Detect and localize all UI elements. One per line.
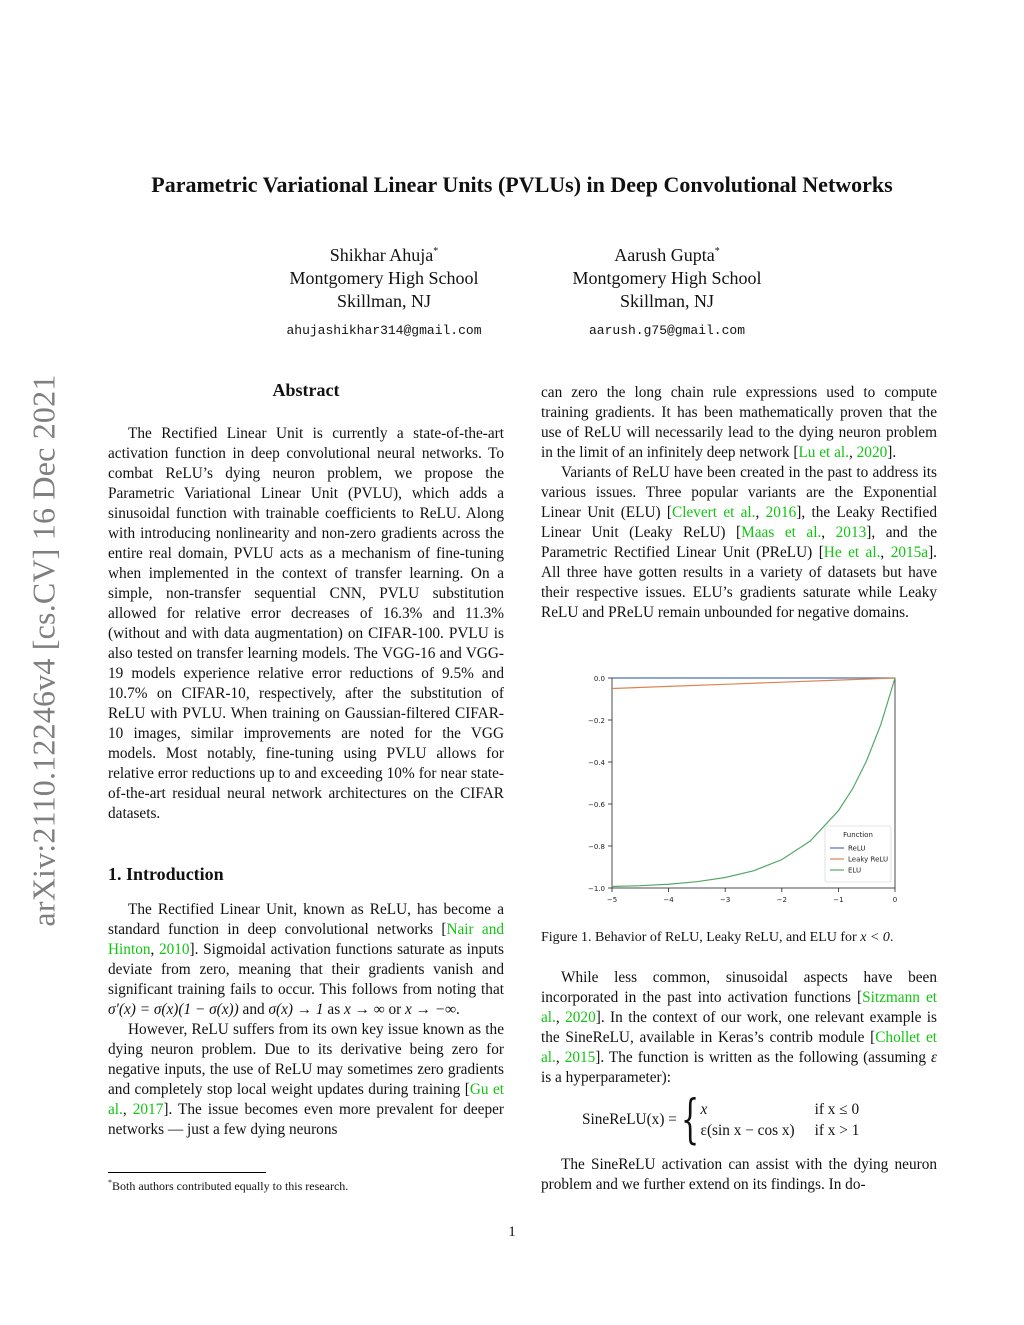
equation-lhs: SineReLU(x) = (582, 1111, 677, 1128)
x-tick-label: −1 (833, 896, 844, 904)
arxiv-identifier: arXiv:2110.12246v4 [cs.CV] 16 Dec 2021 (25, 374, 62, 927)
author-email: ahujashikhar314@gmail.com (286, 323, 482, 338)
author-block-1 (244, 240, 524, 342)
intro-heading: 1. Introduction (108, 864, 224, 884)
legend-title: Function (843, 831, 873, 839)
paper-title: Parametric Variational Linear Units (PVLUs) in Deep Convolutional Networks (151, 172, 893, 197)
abstract-heading: Abstract (272, 380, 340, 400)
abstract-body (108, 424, 504, 824)
x-tick-label: −4 (663, 896, 674, 904)
citation-link[interactable]: Sitzmann et al. (541, 989, 937, 1026)
paragraph-sinusoidal (541, 968, 937, 1088)
x-tick-label: −3 (720, 896, 731, 904)
author-location: Skillman, NJ (619, 291, 714, 311)
abstract-text: The Rectified Linear Unit is currently a state-of-the-art activation function in deep convolutional neural networks. To combat ReLU’s dying neuron problem, we propose the Parametric Variational Linear Unit (PVLU), which adds a sinusoidal function with trainable coefficients to ReLU. Along with introducing nonlinearity and non-zero gradients across the entire real domain, PVLU acts as a mechanism of fine-tuning when implemented in the context of transfer learning. On a simple, non-transfer sequential CNN, PVLU substitution allowed for relative error decreases of 16.3% and 11.3% (without and with data augmentation) on CIFAR-100. PVLU is also tested on transfer learning models. The VGG-16 and VGG-19 models experience relative error reductions of 9.5% and 10.7% on CIFAR-10, respectively, after the substitution of ReLU with PVLU. When training on Gaussian-filtered CIFAR-10 images, similar improvements are noted for the VGG models. Most notably, fine-tuning using PVLU allows for relative error reductions up to and exceeding 10% for near state-of-the-art residual neural network architectures on the CIFAR datasets. (108, 425, 504, 822)
case-2-expression: ε(sin x − cos x) (700, 1122, 795, 1139)
intro-paragraph-2: However, ReLU suffers from its own key issue known as the dying neuron problem. Due to its derivative being zero for negative inputs, the use of ReLU may sometimes zero gradients and completely stop local weight updates during training [Gu et al., 2017]. The issue becomes even more prevalent for deeper networks — just a few dying neurons (108, 1021, 505, 1138)
citation-year-link[interactable]: 2013 (835, 524, 867, 541)
author-email: aarush.g75@gmail.com (588, 323, 746, 338)
citation-year-link[interactable]: 2015a (890, 544, 929, 561)
citation-link[interactable]: Lu et al. (798, 444, 849, 461)
author-school: Montgomery High School (289, 268, 479, 288)
x-tick-label: −5 (606, 896, 618, 904)
citation-year-link[interactable]: 2016 (765, 504, 797, 521)
equation-cases (701, 1099, 860, 1141)
right-column-top (541, 383, 937, 623)
intro-body (108, 900, 504, 1140)
y-tick-label: −0.4 (588, 759, 605, 767)
paragraph-sinerelu (541, 1155, 937, 1195)
citation-link[interactable]: Chollet et al. (541, 1029, 937, 1066)
citation-link[interactable]: He et al. (823, 544, 881, 561)
paragraph-sinusoidal-text: While less common, sinusoidal aspects have been incorporated in the past into activation functions [Sitzmann et al., 2020]. In the context of our work, one relevant example is the SineReLU, available in Keras’s contrib module [Chollet et al., 2015]. The function is written as the following (assuming ε is a hyperparameter): (541, 969, 938, 1086)
case-1-condition: if x ≤ 0 (814, 1101, 860, 1118)
sinerelu-equation (582, 1090, 860, 1150)
citation-link[interactable]: Maas et al. (741, 524, 822, 541)
y-tick-label: −1.0 (588, 885, 605, 893)
series-line-leaky-relu (612, 678, 895, 689)
citation-year-link[interactable]: 2017 (132, 1101, 164, 1118)
case-2-condition: if x > 1 (814, 1122, 860, 1139)
page-number: 1 (508, 1224, 516, 1240)
x-tick-label: 0 (892, 896, 898, 904)
author-block-2 (527, 240, 807, 342)
case-1-expression: x (700, 1101, 708, 1118)
legend-label: ReLU (848, 844, 866, 853)
legend-label: Leaky ReLU (848, 855, 889, 864)
citation-year-link[interactable]: 2010 (158, 941, 190, 958)
footnote-rule (108, 1172, 266, 1173)
paragraph-variants: Variants of ReLU have been created in the past to address its various issues. Three popular variants are the Exponential Linear Unit (ELU) [Clevert et al., 2016], the Leaky Rectified Linear Unit (Leaky ReLU) [Maas et al., 2013], and the Parametric Rectified Linear Unit (PReLU) [He et al., 2015a]. All three have gotten results in a variety of datasets but have their respective issues. ELU’s gradients saturate while Leaky ReLU and PReLU remain unbounded for negative domains. (541, 464, 938, 621)
figure-1-chart (570, 670, 910, 915)
legend-label: ELU (848, 866, 862, 875)
citation-link[interactable]: Nair and Hinton (108, 921, 505, 958)
x-tick-label: −2 (776, 896, 787, 904)
y-tick-label: −0.8 (588, 843, 605, 851)
paragraph-sinerelu-text: The SineReLU activation can assist with the dying neuron problem and we further extend on its findings. In do- (541, 1156, 937, 1193)
chart-legend (825, 826, 891, 882)
author-name: Shikhar Ahuja* (329, 245, 439, 265)
citation-year-link[interactable]: 2020 (565, 1009, 596, 1026)
citation-year-link[interactable]: 2015 (564, 1049, 596, 1066)
citation-link[interactable]: Gu et al. (108, 1081, 504, 1118)
citation-link[interactable]: Clevert et al. (672, 504, 756, 521)
intro-paragraph-1: The Rectified Linear Unit, known as ReLU, has become a standard function in deep convolutional networks [Nair and Hinton, 2010]. Sigmoidal activation functions saturate as inputs deviate from zero, meaning that their gradients vanish and significant training fails to occur. This follows from noting that σ′(x) = σ(x)(1 − σ(x)) and σ(x) → 1 as x → ∞ or x → −∞. (108, 901, 505, 1018)
y-tick-label: −0.6 (588, 801, 605, 809)
author-name: Aarush Gupta* (614, 245, 720, 265)
paragraph-continuation: can zero the long chain rule expressions used to compute training gradients. It has been mathematically proven that the use of ReLU will necessarily lead to the dying neuron problem in the limit of an infinitely deep network [Lu et al., 2020]. (541, 384, 937, 461)
footnote: *Both authors contributed equally to this research. (108, 1178, 349, 1193)
y-tick-label: −0.2 (588, 717, 605, 725)
y-tick-label: 0.0 (593, 675, 605, 683)
left-brace: { (680, 1090, 699, 1150)
figure-caption: Figure 1. Behavior of ReLU, Leaky ReLU, and ELU for x < 0. (541, 930, 894, 945)
author-location: Skillman, NJ (336, 291, 431, 311)
citation-year-link[interactable]: 2020 (856, 444, 888, 461)
author-school: Montgomery High School (572, 268, 762, 288)
